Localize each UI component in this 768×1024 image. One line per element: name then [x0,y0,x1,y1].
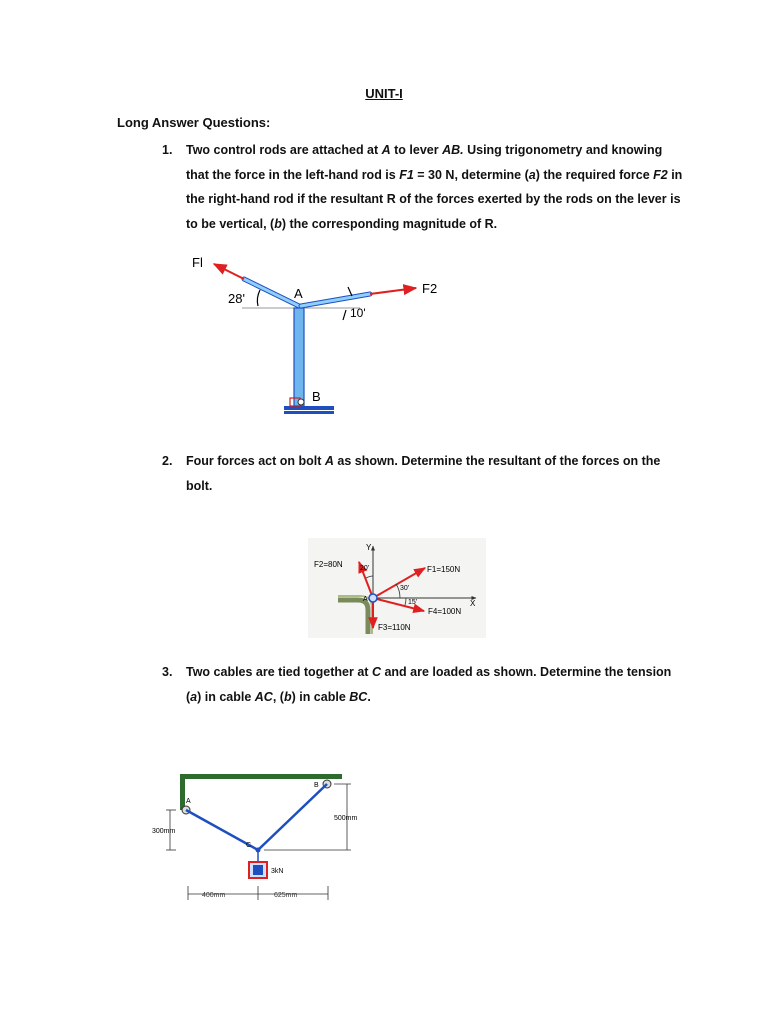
cable-bc [258,784,327,850]
question-text: Two cables are tied together at C and are loaded as shown. Determine the tension (a) in cable AC, (b) in cable BC. [186,665,672,704]
label-a: A [294,286,303,301]
label-angle-30: 30' [400,585,410,592]
question-text: Four forces act on bolt A as shown. Determine the resultant of the forces on the bolt. [186,454,661,493]
label-a: A [363,596,368,603]
label-angle-28: 28' [228,291,245,306]
label-angle-10: 10' [350,306,366,320]
ceiling [180,774,342,779]
question-number: 2. [162,454,173,468]
label-x: X [470,599,476,608]
label-f2: F2 [422,281,438,296]
label-angle-15: 15' [408,599,418,606]
label-f1: Fl [192,255,203,270]
label-f3: F3=110N [378,623,411,632]
left-rod [244,279,299,306]
figure-1-lever [180,248,450,428]
bolt-a [369,594,377,602]
label-f4: F4=100N [428,607,462,616]
left-wall [180,774,185,810]
question-3 [162,660,686,709]
figure-2-bolt [308,538,486,638]
right-rod [301,294,370,306]
label-a: A [186,798,191,805]
question-number: 1. [162,143,173,157]
label-b: B [312,389,321,404]
label-load: 3kN [271,868,284,875]
question-1 [162,138,686,236]
force-f2-arrow [370,288,416,294]
page-title: UNIT-I [365,86,403,101]
label-f2: F2=80N [314,560,343,569]
label-c: C [246,842,252,849]
label-b: B [314,782,319,789]
question-number: 3. [162,665,173,679]
label-500mm: 500mm [334,815,358,822]
label-400mm: 400mm [202,892,226,899]
label-y: Y [366,543,372,552]
label-300mm: 300mm [152,828,176,835]
label-f1: F1=150N [427,565,461,574]
figure-3-cables [152,770,374,904]
force-f1-arrow [214,264,244,279]
question-2 [162,449,686,498]
lever-ab [294,308,304,406]
section-title: Long Answer Questions: [117,115,271,130]
label-angle-20: 20' [360,565,370,572]
question-text: Two control rods are attached at A to lever AB. Using trigonometry and knowing that the force in the left-hand rod is F1 = 30 N, determine (a) the required force F2 in the right-hand rod if the resultant R of the forces exerted by the rods on the lever is to be vertical, (b) the corresponding magnitude of R. [186,143,683,231]
label-625mm: 625mm [274,892,298,899]
